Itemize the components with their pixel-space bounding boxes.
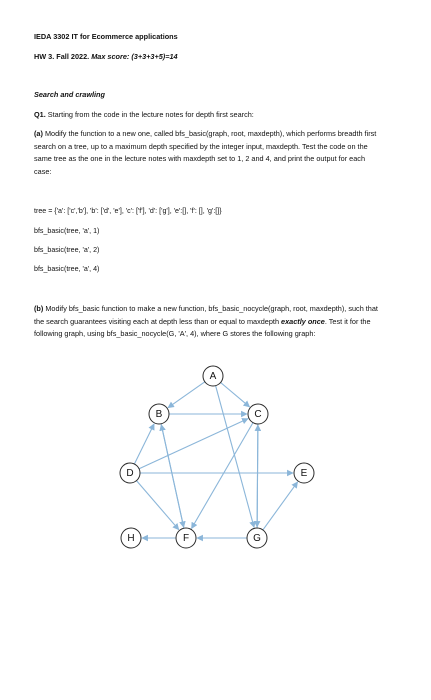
edge-d-to-f [137,481,179,530]
homework-prefix: HW 3. Fall 2022. [34,52,92,61]
node-c [248,404,268,424]
part-b-emphasis: exactly once [281,316,325,326]
node-a [203,366,223,386]
node-label: H [127,533,135,544]
edge-a-to-g [216,386,255,528]
edge-c-to-f [192,423,254,529]
node-d [120,463,140,483]
edge-g-to-c [257,425,258,528]
max-score: Max score: (3+3+3+5)=14 [91,52,178,61]
node-label: B [155,409,163,420]
bfs-call-3: bfs_basic(tree, 'a', 4) [34,265,100,273]
nodes-layer [120,366,314,548]
node-label: G [253,533,261,544]
q1-intro-text: Starting from the code in the lecture notes for depth first search: [45,110,254,119]
bfs-call-1: bfs_basic(tree, 'a', 1) [34,227,100,235]
edge-a-to-c [221,383,250,407]
part-b-text-after: . Test it for the following graph, using bfs_basic_nocycle(G, 'A', 4), where G stores the following graph: [34,316,371,339]
node-g [247,528,267,548]
bfs-call-2: bfs_basic(tree, 'a', 2) [34,246,100,254]
node-e [294,463,314,483]
node-label: C [254,409,262,420]
edge-g-to-e [263,482,298,530]
tree-code-line: tree = {'a': ['c','b'], 'b': ['d', 'e'], 'c': ['f'], 'd': ['g'], 'e':[], 'f': [], 'g':[]} [34,207,222,215]
node-label: F [182,533,190,544]
part-a-text: Modify the function to a new one, called bfs_basic(graph, root, maxdepth), which performs breadth first search on a tree, up to a maximum depth specified by the integer input, maxdepth. Test the code on the same tree as the one in the lecture notes with maxdepth set to 1, 2 and 4, and print the output for each case: [34,129,377,176]
part-a-label: (a) [34,129,43,138]
q1-label: Q1. [34,110,46,119]
node-label: A [209,371,217,382]
part-b-text-before: Modify bfs_basic function to make a new function, bfs_basic_nocycle(graph, root, maxdepth), such that the search guarantees visiting each at depth less than or equal to maxdepth [34,304,378,326]
part-b-label: (b) [34,304,44,313]
section-title: Search and crawling [34,90,105,99]
edge-a-to-b [168,382,205,408]
course-title: IEDA 3302 IT for Ecommerce applications [34,32,178,41]
node-b [149,404,169,424]
node-f [176,528,196,548]
node-label: D [126,468,134,479]
node-h [121,528,141,548]
node-label: E [300,468,308,479]
edge-d-to-b [134,424,154,464]
